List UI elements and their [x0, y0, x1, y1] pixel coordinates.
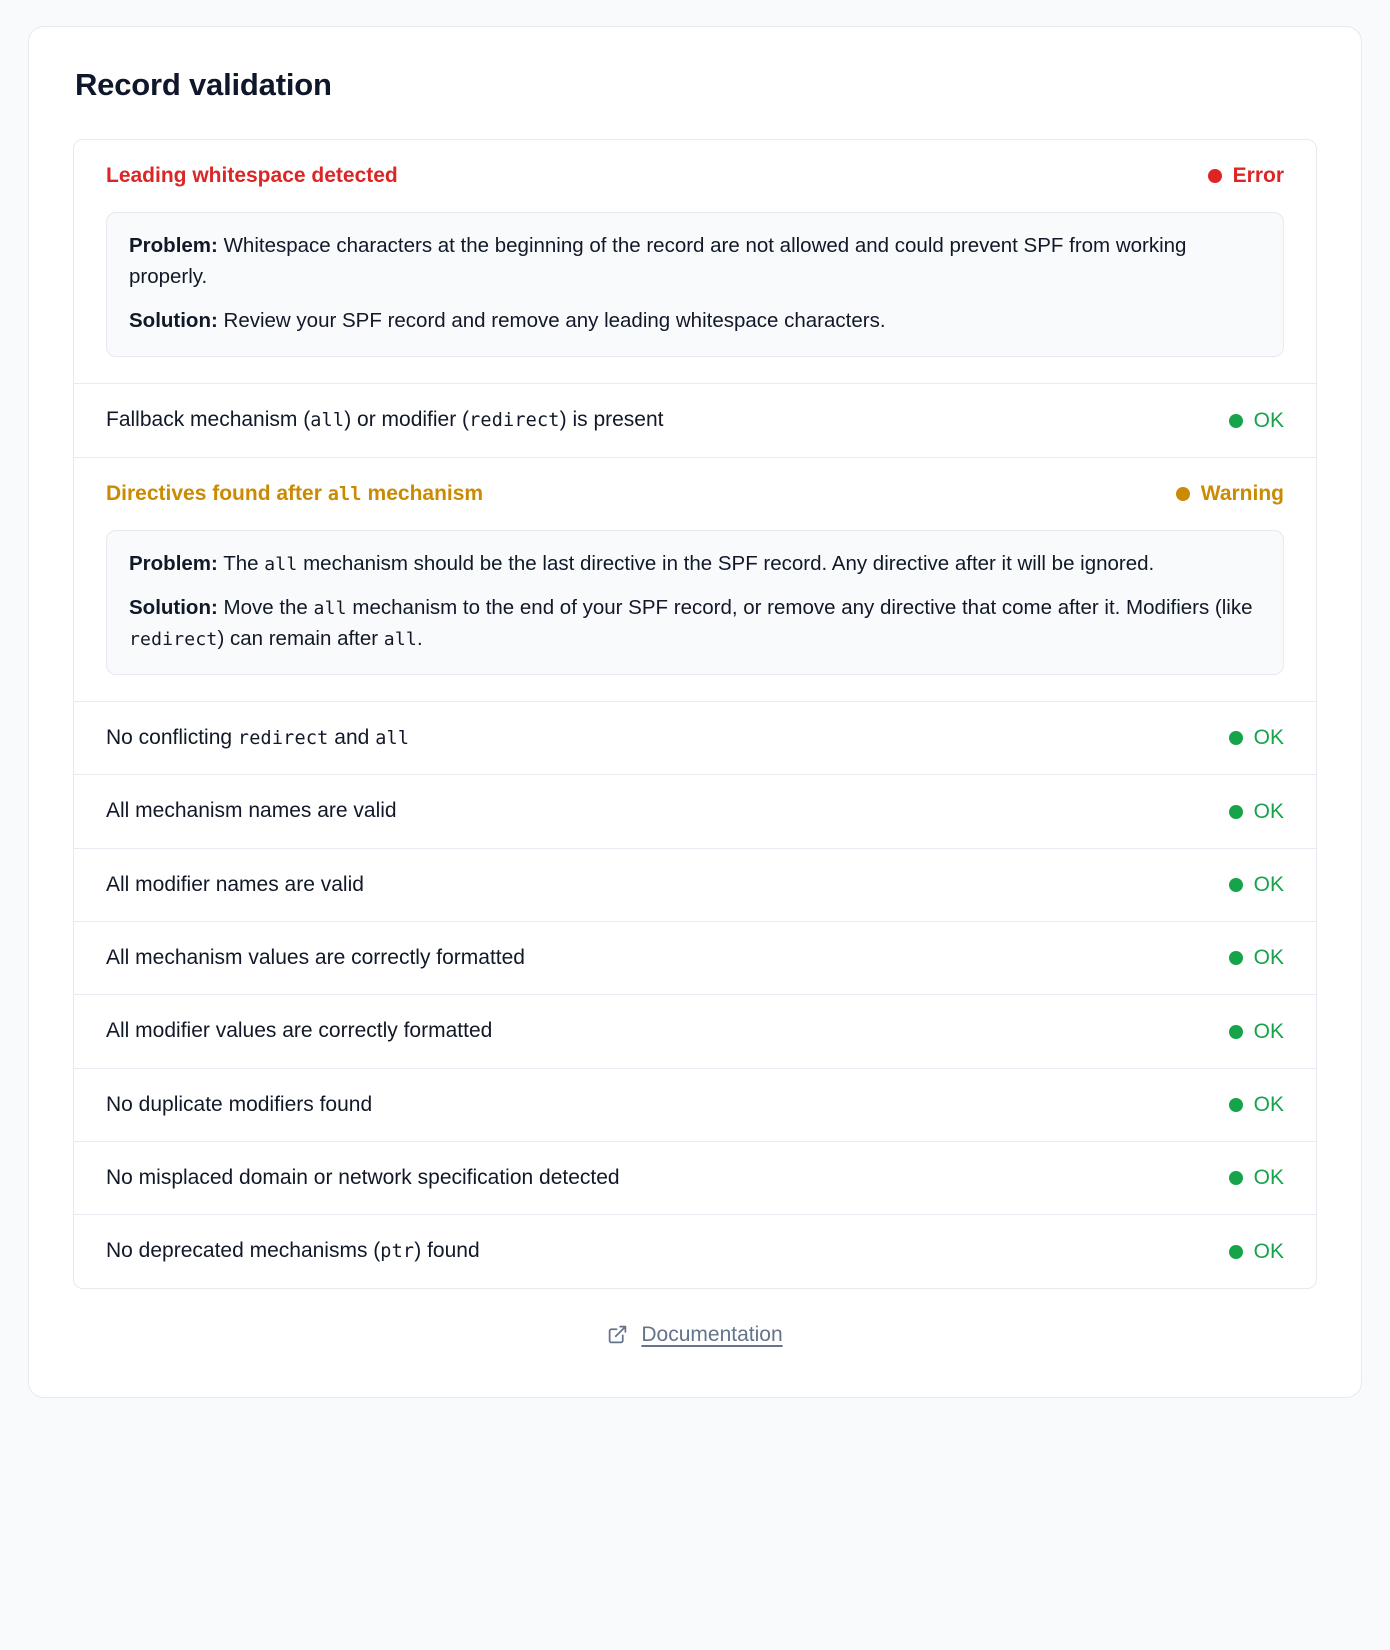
check-label: Leading whitespace detected [106, 164, 398, 187]
check-row-header [74, 1215, 1316, 1287]
status-badge [1229, 726, 1284, 750]
status-label: OK [1253, 872, 1284, 896]
validation-check-row [74, 384, 1316, 457]
check-row-header [74, 384, 1316, 456]
check-row-header [74, 702, 1316, 774]
check-row-header [74, 775, 1316, 847]
validation-check-row [74, 702, 1316, 775]
status-badge [1208, 164, 1284, 188]
check-label: Directives found after all mechanism [106, 481, 484, 505]
inline-code: redirect [129, 628, 218, 650]
check-label: All modifier names are valid [106, 872, 364, 896]
validation-check-row [74, 1142, 1316, 1215]
validation-check-row [74, 1215, 1316, 1287]
validation-check-row [74, 1069, 1316, 1142]
check-label: Fallback mechanism (all) or modifier (redirect) is present [106, 408, 664, 432]
solution-text: Solution: Move the all mechanism to the end of your SPF record, or remove any directive that come after it. Modifiers (like redirect) can remain after all. [129, 596, 1253, 650]
inline-code: ptr [380, 1241, 415, 1263]
inline-code: all [313, 598, 347, 620]
problem-text: Problem: The all mechanism should be the last directive in the SPF record. Any directive after it will be ignored. [129, 552, 1155, 576]
inline-code: all [264, 554, 298, 576]
check-row-header [74, 995, 1316, 1067]
status-dot-icon [1229, 951, 1243, 965]
status-badge [1229, 800, 1284, 824]
card-footer [73, 1289, 1317, 1353]
validation-check-list [73, 139, 1317, 1289]
status-badge [1229, 873, 1284, 897]
status-label: Warning [1200, 481, 1284, 505]
check-label: No duplicate modifiers found [106, 1092, 373, 1116]
check-label: All mechanism values are correctly formatted [106, 946, 525, 970]
check-label: All mechanism names are valid [106, 799, 397, 823]
validation-check-row [74, 458, 1316, 702]
status-label: OK [1253, 1166, 1284, 1190]
check-label: No conflicting redirect and all [106, 726, 410, 749]
validation-check-row [74, 775, 1316, 848]
status-dot-icon [1229, 1171, 1243, 1185]
status-badge [1229, 409, 1284, 433]
status-dot-icon [1229, 1025, 1243, 1039]
check-label: All modifier values are correctly formatted [106, 1019, 493, 1043]
check-row-header [74, 1069, 1316, 1141]
status-dot-icon [1229, 731, 1243, 745]
status-label: OK [1253, 1239, 1284, 1263]
check-detail-panel [106, 530, 1284, 675]
status-label: OK [1253, 1092, 1284, 1116]
validation-check-row [74, 140, 1316, 384]
validation-check-row [74, 849, 1316, 922]
check-row-header [74, 458, 1316, 530]
status-label: OK [1253, 799, 1284, 823]
status-badge [1229, 1166, 1284, 1190]
inline-code: redirect [237, 728, 329, 749]
check-label: No misplaced domain or network specification detected [106, 1166, 620, 1190]
validation-check-row [74, 995, 1316, 1068]
inline-code: all [310, 410, 345, 432]
status-dot-icon [1229, 878, 1243, 892]
status-dot-icon [1229, 414, 1243, 428]
status-label: OK [1253, 946, 1284, 970]
inline-code: all [383, 628, 417, 650]
status-dot-icon [1208, 169, 1222, 183]
status-badge [1229, 1093, 1284, 1117]
documentation-link[interactable] [607, 1323, 782, 1347]
solution-label: Solution: [129, 309, 218, 332]
check-row-header [74, 140, 1316, 212]
status-badge [1229, 946, 1284, 970]
solution-text: Solution: Review your SPF record and remove any leading whitespace characters. [129, 309, 886, 332]
status-dot-icon [1229, 1098, 1243, 1112]
check-detail-panel [106, 212, 1284, 357]
inline-code: all [327, 483, 362, 505]
page-title: Record validation [75, 67, 332, 102]
solution-label: Solution: [129, 596, 218, 620]
problem-text: Problem: Whitespace characters at the beginning of the record are not allowed and could prevent SPF from working properly. [129, 234, 1187, 288]
documentation-link-label: Documentation [641, 1322, 783, 1346]
status-label: OK [1253, 726, 1284, 750]
check-row-header [74, 922, 1316, 994]
status-label: OK [1253, 1019, 1284, 1043]
record-validation-card [28, 26, 1362, 1398]
status-badge [1229, 1020, 1284, 1044]
check-row-header [74, 1142, 1316, 1214]
check-label: No deprecated mechanisms (ptr) found [106, 1239, 480, 1263]
check-row-header [74, 849, 1316, 921]
status-badge [1229, 1240, 1284, 1264]
external-link-icon [607, 1324, 628, 1345]
status-dot-icon [1229, 1245, 1243, 1259]
status-label: OK [1253, 408, 1284, 432]
problem-label: Problem: [129, 234, 218, 258]
status-badge [1176, 482, 1284, 506]
status-label: Error [1232, 164, 1284, 188]
validation-check-row [74, 922, 1316, 995]
inline-code: all [375, 728, 410, 749]
problem-label: Problem: [129, 552, 218, 576]
status-dot-icon [1176, 487, 1190, 501]
inline-code: redirect [469, 410, 560, 432]
status-dot-icon [1229, 805, 1243, 819]
